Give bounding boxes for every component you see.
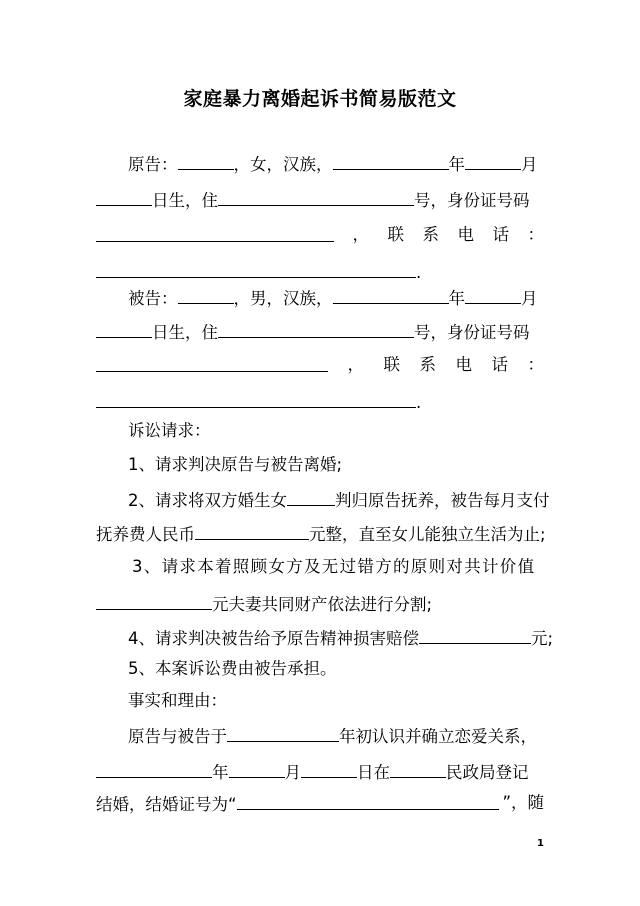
plaintiff-id-label: 号，身份证号码 bbox=[414, 191, 530, 210]
claim-3-part-a: 3、请求本着照顾女方及无过错方的原则对共计价值 bbox=[132, 557, 536, 576]
contact-char: 联 bbox=[387, 225, 404, 244]
contact-colon: ： bbox=[527, 355, 544, 374]
close-quote-text: ”，随 bbox=[502, 793, 544, 812]
claim-2-part-b: 判归原告抚养，被告每月支付 bbox=[335, 491, 550, 510]
plaintiff-line-2 bbox=[96, 186, 544, 212]
blank-defendant-phone bbox=[96, 388, 416, 408]
claims-heading-line bbox=[96, 418, 544, 444]
defendant-born-label: 日生，住 bbox=[152, 323, 218, 342]
blank-marriage-cert-number bbox=[237, 790, 499, 810]
defendant-month-label: 月 bbox=[521, 289, 538, 308]
defendant-line-4 bbox=[96, 388, 544, 414]
blank-plaintiff-birth-month bbox=[465, 150, 521, 170]
claim-1: 1、请求判决原告与被告离婚; bbox=[128, 455, 343, 474]
claim-5: 5、本案诉讼费由被告承担。 bbox=[128, 659, 337, 678]
claim-3-part-b: 元夫妻共同财产依法进行分割; bbox=[212, 595, 433, 614]
blank-plaintiff-phone bbox=[96, 258, 416, 278]
page-number: 1 bbox=[537, 838, 544, 849]
defendant-sex-ethnicity: ，男，汉族， bbox=[233, 289, 333, 308]
blank-marriage-year bbox=[96, 758, 212, 778]
claim-4-part-b: 元; bbox=[531, 629, 554, 648]
contact-char: 系 bbox=[422, 225, 439, 244]
claim-2-part-d: 元整，直至女儿能独立生活为止; bbox=[309, 525, 546, 544]
plaintiff-born-label: 日生，住 bbox=[152, 191, 218, 210]
contact-char: 电 bbox=[457, 225, 474, 244]
blank-defendant-address bbox=[218, 318, 414, 338]
blank-plaintiff-id-number bbox=[96, 222, 334, 242]
plaintiff-line-3 bbox=[96, 222, 544, 248]
claim-4-line bbox=[96, 624, 554, 650]
defendant-line-3 bbox=[96, 352, 544, 378]
blank-damages-amount bbox=[419, 624, 531, 644]
claim-2-line-1 bbox=[96, 486, 550, 512]
defendant-line-1 bbox=[96, 284, 544, 310]
facts-heading: 事实和理由： bbox=[128, 691, 227, 710]
plaintiff-sex-ethnicity: ，女，汉族， bbox=[233, 155, 333, 174]
blank-meet-year bbox=[227, 722, 339, 742]
blank-plaintiff-birth-day bbox=[96, 186, 152, 206]
contact-char: 电 bbox=[455, 355, 472, 374]
facts-part-f3a: 结婚，结婚证号为 bbox=[96, 795, 228, 814]
contact-char: 联 bbox=[383, 355, 400, 374]
document-title: 家庭暴力离婚起诉书简易版范文 bbox=[183, 88, 457, 110]
plaintiff-label: 原告： bbox=[128, 155, 178, 174]
defendant-id-label: 号，身份证号码 bbox=[414, 323, 530, 342]
plaintiff-line-4 bbox=[96, 258, 544, 284]
facts-bureau-label: 民政局登记 bbox=[446, 763, 529, 782]
facts-line-3 bbox=[96, 790, 544, 816]
claim-2-part-c: 抚养费人民币 bbox=[96, 525, 195, 544]
defendant-line-2 bbox=[96, 318, 544, 344]
blank-defendant-birth-year bbox=[333, 284, 449, 304]
facts-month-label: 月 bbox=[284, 763, 301, 782]
line-end: . bbox=[416, 263, 422, 282]
claim-3-line-1 bbox=[96, 554, 544, 580]
blank-marriage-month bbox=[229, 758, 285, 778]
facts-line-2 bbox=[96, 758, 544, 784]
contact-char: 话 bbox=[491, 355, 508, 374]
plaintiff-year-label: 年 bbox=[448, 155, 465, 174]
blank-property-value bbox=[96, 590, 212, 610]
facts-part-a: 原告与被告于 bbox=[128, 727, 227, 746]
claim-3-line-2 bbox=[96, 590, 544, 616]
claims-heading: 诉讼请求： bbox=[128, 421, 211, 440]
blank-marriage-day bbox=[301, 758, 357, 778]
blank-defendant-id-number bbox=[96, 352, 328, 372]
blank-defendant-birth-month bbox=[465, 284, 521, 304]
plaintiff-line-1 bbox=[96, 150, 544, 176]
claim-4-part-a: 4、请求判决被告给予原告精神损害赔偿 bbox=[128, 629, 419, 648]
claim-2-part-a: 2、请求将双方婚生女 bbox=[128, 491, 287, 510]
contact-char: 话 bbox=[492, 225, 509, 244]
facts-year-label: 年 bbox=[212, 763, 229, 782]
contact-char: 系 bbox=[419, 355, 436, 374]
claim-5-line bbox=[96, 656, 544, 682]
plaintiff-month-label: 月 bbox=[521, 155, 538, 174]
facts-part-b: 年初认识并确立恋爱关系， bbox=[339, 727, 537, 746]
defendant-label: 被告： bbox=[128, 289, 178, 308]
defendant-year-label: 年 bbox=[448, 289, 465, 308]
contact-comma: ， bbox=[347, 355, 364, 374]
facts-day-label: 日在 bbox=[357, 763, 390, 782]
blank-plaintiff-address bbox=[218, 186, 414, 206]
blank-defendant-birth-day bbox=[96, 318, 152, 338]
facts-heading-line bbox=[96, 688, 544, 714]
blank-plaintiff-name bbox=[178, 150, 234, 170]
blank-support-amount bbox=[195, 520, 309, 540]
blank-daughter-name bbox=[287, 486, 335, 506]
open-quote: “ bbox=[228, 795, 237, 814]
claim-2-line-2 bbox=[96, 520, 544, 546]
contact-colon: ： bbox=[527, 225, 544, 244]
claim-1-line bbox=[96, 452, 544, 478]
contact-comma: ， bbox=[352, 225, 369, 244]
facts-line-1 bbox=[96, 722, 544, 748]
blank-defendant-name bbox=[178, 284, 234, 304]
line-end: . bbox=[416, 393, 422, 412]
blank-plaintiff-birth-year bbox=[333, 150, 449, 170]
blank-civil-affairs-bureau bbox=[390, 758, 446, 778]
